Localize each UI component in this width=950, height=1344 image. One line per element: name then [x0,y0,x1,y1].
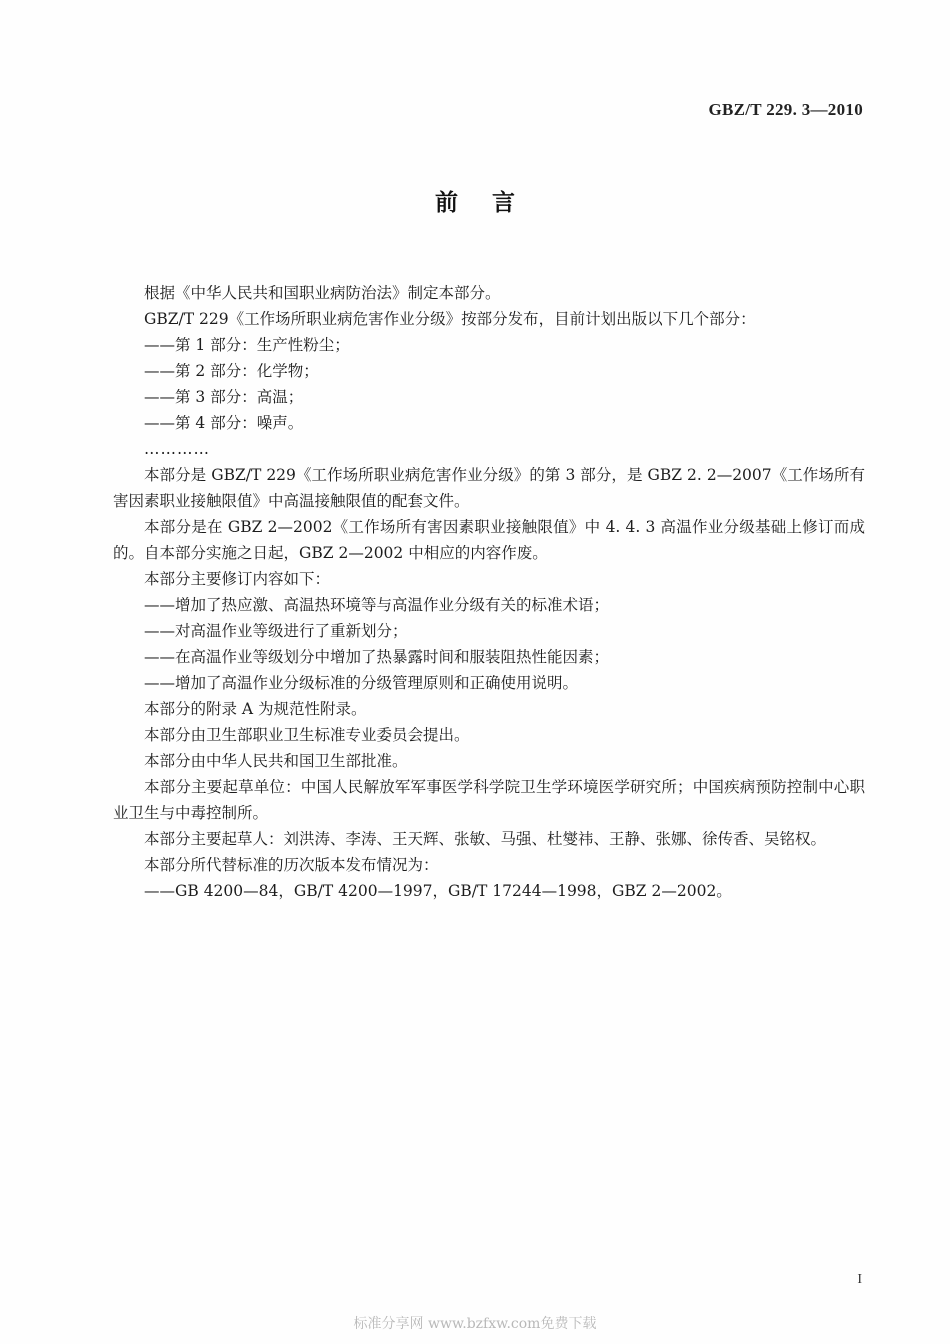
preface-body [113,280,865,904]
list-item: ——第 4 部分：噪声。 [144,414,304,432]
list-item: ——增加了热应激、高温热环境等与高温作业分级有关的标准术语； [144,596,610,614]
list-item: ——第 2 部分：化学物； [144,362,319,380]
paragraph: 本部分主要起草人：刘洪涛、李涛、王天辉、张敏、马强、杜燮祎、王静、张娜、徐传香、吴铭权。 [144,830,827,848]
paragraph: 根据《中华人民共和国职业病防治法》制定本部分。 [144,284,501,302]
paragraph: 本部分所代替标准的历次版本发布情况为： [144,856,439,874]
ellipsis: ………… [144,440,210,458]
list-item: ——对高温作业等级进行了重新划分； [144,622,408,640]
page-number: I [857,1272,862,1287]
list-item: ——增加了高温作业分级标准的分级管理原则和正确使用说明。 [144,674,579,692]
list-item: ——第 1 部分：生产性粉尘； [144,336,350,354]
list-item: ——第 3 部分：高温； [144,388,304,406]
page-title: 前言 [435,190,549,216]
paragraph: 本部分主要修订内容如下： [144,570,331,588]
paragraph: 本部分由中华人民共和国卫生部批准。 [144,752,408,770]
watermark-text: 标准分享网 www.bzfxw.com免费下载 [353,1316,597,1332]
list-item: ——GB 4200—84，GB/T 4200—1997，GB/T 17244—1998，GBZ 2—2002。 [144,882,732,900]
paragraph: GBZ/T 229《工作场所职业病危害作业分级》按部分发布，目前计划出版以下几个部分： [144,310,756,328]
paragraph: 本部分是在 GBZ 2—2002《工作场所有害因素职业接触限值》中 4. 4. 3 高温作业分级基础上修订而成的。自本部分实施之日起，GBZ 2—2002 中相应的内容作废。 [113,518,865,562]
paragraph: 本部分主要起草单位：中国人民解放军军事医学科学院卫生学环境医学研究所；中国疾病预防控制中心职业卫生与中毒控制所。 [113,778,865,822]
paragraph: 本部分是 GBZ/T 229《工作场所职业病危害作业分级》的第 3 部分，是 GBZ 2. 2—2007《工作场所有害因素职业接触限值》中高温接触限值的配套文件。 [113,466,865,510]
list-item: ——在高温作业等级划分中增加了热暴露时间和服装阻热性能因素； [144,648,610,666]
paragraph: 本部分由卫生部职业卫生标准专业委员会提出。 [144,726,470,744]
standard-code: GBZ/T 229. 3—2010 [708,100,863,119]
paragraph: 本部分的附录 A 为规范性附录。 [144,700,367,718]
